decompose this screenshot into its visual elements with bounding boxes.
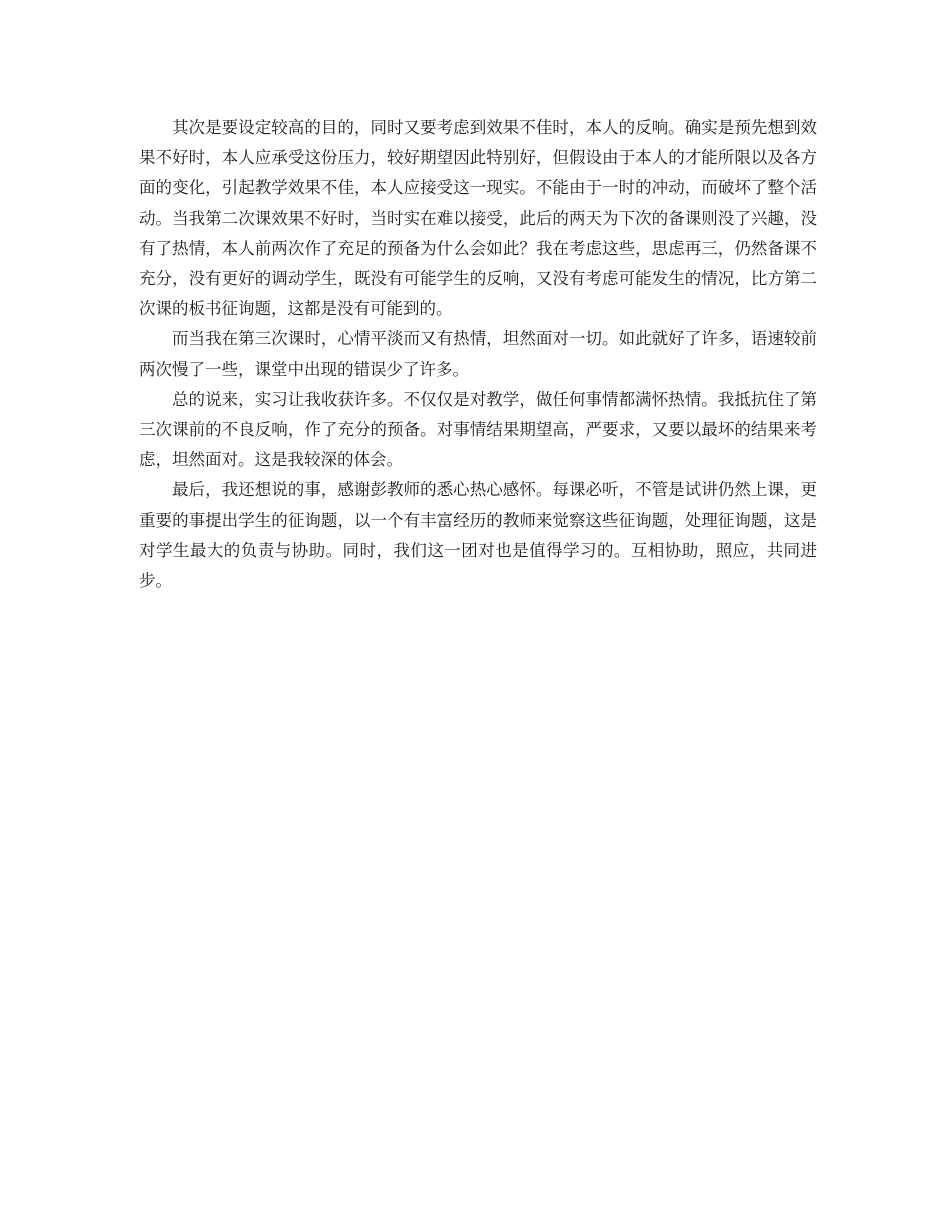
document-body <box>139 113 817 596</box>
paragraph-3: 总的说来，实习让我收获许多。不仅仅是对教学，做任何事情都满怀热情。我抵抗住了第三次课前的不良反响，作了充分的预备。对事情结果期望高，严要求，又要以最坏的结果来考虑，坦然面对。这是我较深的体会。 <box>139 389 817 470</box>
paragraph-1: 其次是要设定较高的目的，同时又要考虑到效果不佳时，本人的反响。确实是预先想到效果不好时，本人应承受这份压力，较好期望因此特别好，但假设由于本人的才能所限以及各方面的变化，引起教学效果不佳，本人应接受这一现实。不能由于一时的冲动，而破坏了整个活动。当我第二次课效果不好时，当时实在难以接受，此后的两天为下次的备课则没了兴趣，没有了热情，本人前两次作了充足的预备为什么会如此？我在考虑这些，思虑再三，仍然备课不充分，没有更好的调动学生，既没有可能学生的反响，又没有考虑可能发生的情况，比方第二次课的板书征询题，这都是没有可能到的。 <box>139 118 817 319</box>
paragraph-2: 而当我在第三次课时，心情平淡而又有热情，坦然面对一切。如此就好了许多，语速较前两次慢了一些，课堂中出现的错误少了许多。 <box>139 329 817 379</box>
paragraph-4: 最后，我还想说的事，感谢彭教师的悉心热心感怀。每课必听，不管是试讲仍然上课，更重要的事提出学生的征询题，以一个有丰富经历的教师来觉察这些征询题，处理征询题，这是对学生最大的负责与协助。同时，我们这一团对也是值得学习的。互相协助，照应，共同进步。 <box>139 480 817 591</box>
